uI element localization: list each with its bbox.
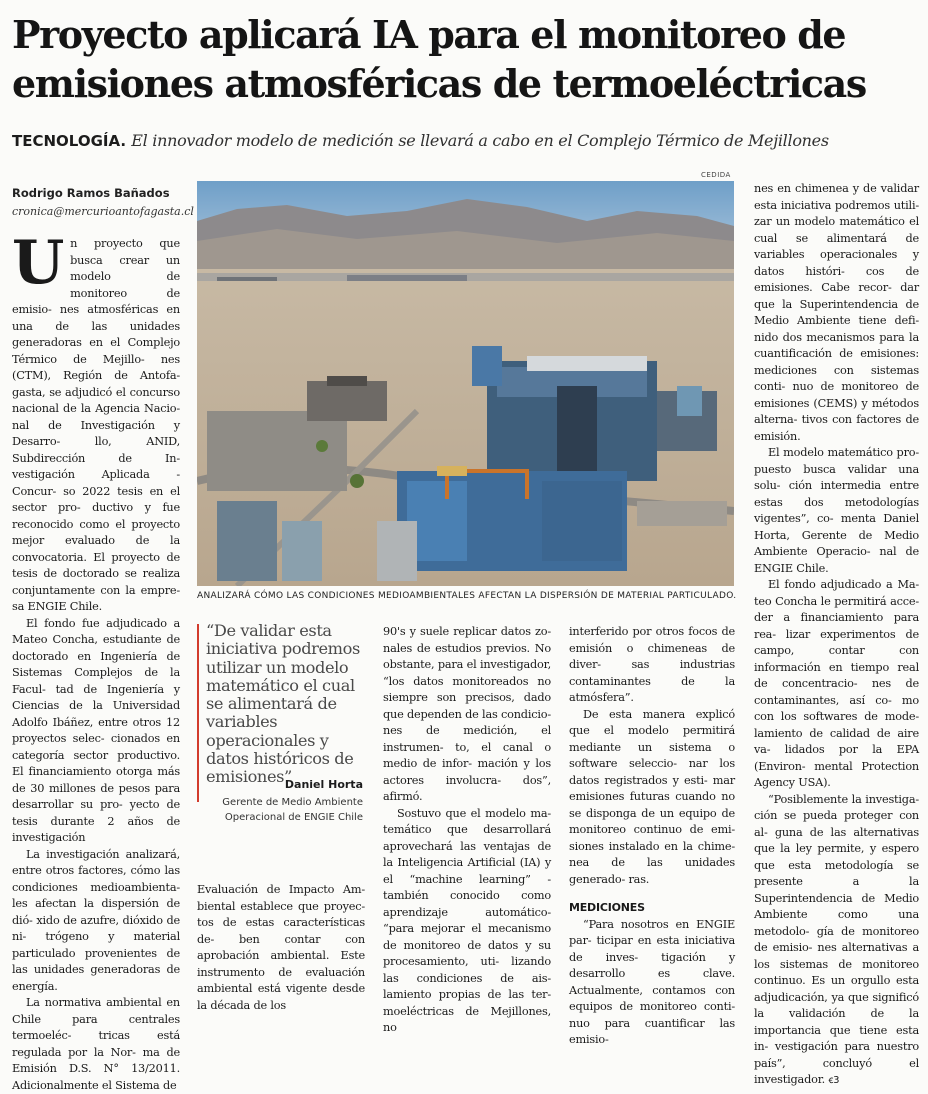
column-1 [12, 228, 180, 1094]
paragraph [12, 228, 180, 616]
quote-author: Daniel Horta [284, 778, 363, 791]
paragraph: De esta manera explicó que el modelo permitirá mediante un sistema o software seleccio- nar los datos registrados y esti- mar emisiones futuras cuando no se disponga de un equipo de monitoreo continuo de emi- siones instalado en la chime- nea de las unidades generado- ras. [569, 707, 735, 886]
thermoelectric-plant-image [197, 181, 734, 586]
column-2 [197, 882, 365, 1014]
paragraph: El fondo adjudicado a Ma- teo Concha le permitirá acce- der a financiamiento para rea- lizar experimentos de campo, contar con información en tiempo real de concentracio- nes de contaminantes, así co- mo con los softwares de mode- lamiento de calidad de aire va- lidados por la EPA (Environ- mental Protection Agency USA). [754, 578, 919, 789]
photo-credit: CEDIDA [701, 171, 731, 179]
section-tag: TECNOLOGÍA. [12, 132, 127, 150]
quote-author-role: Gerente de Medio Ambiente Operacional de ENGIE Chile [222, 797, 363, 823]
paragraph: La investigación analizará, entre otros factores, cómo las condiciones medioambienta- les afectan la dispersión de dió- xido de azufre, dióxido de ni- trógeno y material particulado provenientes de las unidades generadoras de energía. [12, 847, 180, 993]
photo-caption: ANALIZARÁ CÓMO LAS CONDICIONES MEDIOAMBIENTALES AFECTAN LA DISPERSIÓN DE MATERIAL PARTICULADO. [197, 591, 737, 601]
headline: Proyecto aplicará IA para el monitoreo de emisiones atmosféricas de termoeléctricas [12, 12, 866, 106]
paragraph: Evaluación de Impacto Am- biental establece que proyec- tos de estas características de- ben contar con aprobación ambiental. Este instrumento de evaluación ambiental está vigente desde la década de los [197, 883, 365, 1012]
paragraph-text: n proyecto que busca crear un modelo de monitoreo de emisio- nes atmosféricas en una de las unidades generadoras en el Complejo Térmico de Mejillo- nes (CTM), Región de Antofa- gasta, se adjudicó el concurso nacional de la Agencia Nacio- nal de Investigación y Desarro- llo, ANID, Subdirección de In- vestigación Aplicada - Concur- so 2022 tesis en el sector pro- ductivo y fue reconocido como el proyecto mejor evaluado de la convocatoria. El proyecto de tesis de doctorado se realiza conjuntamente con la empre- sa ENGIE Chile. [12, 237, 180, 613]
paragraph-text: “Posiblemente la investiga- ción se pueda proteger con al- guna de las alternativas que la ley permite, y espero que esta metodología se presente a la Superintendencia de Medio Ambiente como una metodolo- gía de monitoreo de emisio- nes alternativas a los sistemas de monitoreo continuo. Es un orgullo esta adjudicación, ya que significó la validación de la importancia que tiene esta in- vestigación para nuestro país”, concluyó el investigador. [754, 792, 919, 1086]
column-3 [383, 624, 551, 1037]
author-email: cronica@mercurioantofagasta.cl [12, 205, 194, 218]
end-mark: ꞓ3 [828, 1075, 840, 1086]
subtitle: El innovador modelo de medición se llevará a cabo en el Complejo Térmico de Mejillones [131, 131, 829, 150]
paragraph [754, 792, 919, 1090]
paragraph: La normativa ambiental en Chile para centrales termoeléc- tricas está regulada por la Nor- ma de Emisión D.S. N° 13/2011. Adicionalmente el Sistema de [12, 996, 180, 1092]
author-name: Rodrigo Ramos Bañados [12, 186, 170, 200]
paragraph: nes en chimenea y de validar esta iniciativa podremos utili- zar un modelo matemático el cual se alimentará de variables operacionales y datos históri- cos de emisiones. Cabe recor- dar que la Superintendencia de Medio Ambiente tiene defi- nido dos mecanismos para la cuantificación de emisiones: mediciones con sistemas conti- nuo de monitoreo de emisiones (CEMS) y métodos alterna- tivos con factores de emisión. [754, 182, 919, 443]
column-4 [569, 624, 735, 1049]
section-subhead: MEDICIONES [569, 901, 645, 914]
column-5 [754, 181, 919, 1090]
paragraph: interferido por otros focos de emisión o chimeneas de diver- sas industrias contaminantes de la atmósfera”. [569, 625, 735, 704]
paragraph: 90's y suele replicar datos zo- nales de estudios previos. No obstante, para el investigador, “los datos monitoreados no siempre son precisos, dado que dependen de las condicio- nes de medición, el instrumen- to, el canal o medio de infor- mación y los actores involucra- dos”, afirmó. [383, 625, 551, 803]
paragraph: El fondo fue adjudicado a Mateo Concha, estudiante de doctorado en Ingeniería de Sistemas Complejos de la Facul- tad de Ingeniería y Ciencias de la Universidad Adolfo Ibáñez, entre otros 12 proyectos selec- cionados en categoría sector productivo. El financiamiento otorga más de 30 millones de pesos para desarrollar su pro- yecto de tesis durante 2 años de investigación [12, 616, 180, 844]
paragraph: Sostuvo que el modelo ma- temático que desarrollará aprovechará las ventajas de la Inteligencia Artificial (IA) y el “machine learning” -también conocido como aprendizaje automático- “para mejorar el mecanismo de monitoreo de datos y su procesamiento, uti- lizando las condiciones de ais- lamiento propias de las ter- moeléctricas de Mejillones, no [383, 806, 551, 1034]
paragraph: El modelo matemático pro- puesto busca validar una solu- ción intermedia entre estas dos metodologías vigentes”, co- menta Daniel Horta, Gerente de Medio Ambiente Operacio- nal de ENGIE Chile. [754, 446, 919, 575]
kicker-line [12, 131, 922, 151]
pull-quote: “De validar esta iniciativa podremos utilizar un modelo matemático el cual se alimentará de variables operacionales y datos históricos de emisiones” [206, 621, 360, 787]
article-photo [197, 181, 734, 586]
quote-rule [197, 624, 199, 802]
paragraph: “Para nosotros en ENGIE par- ticipar en esta iniciativa de inves- tigación y desarrollo es clave. Actualmente, contamos con equipos de monitoreo conti- nuo para cuantificar las emisio- [569, 917, 735, 1046]
drop-cap: U [12, 228, 65, 298]
